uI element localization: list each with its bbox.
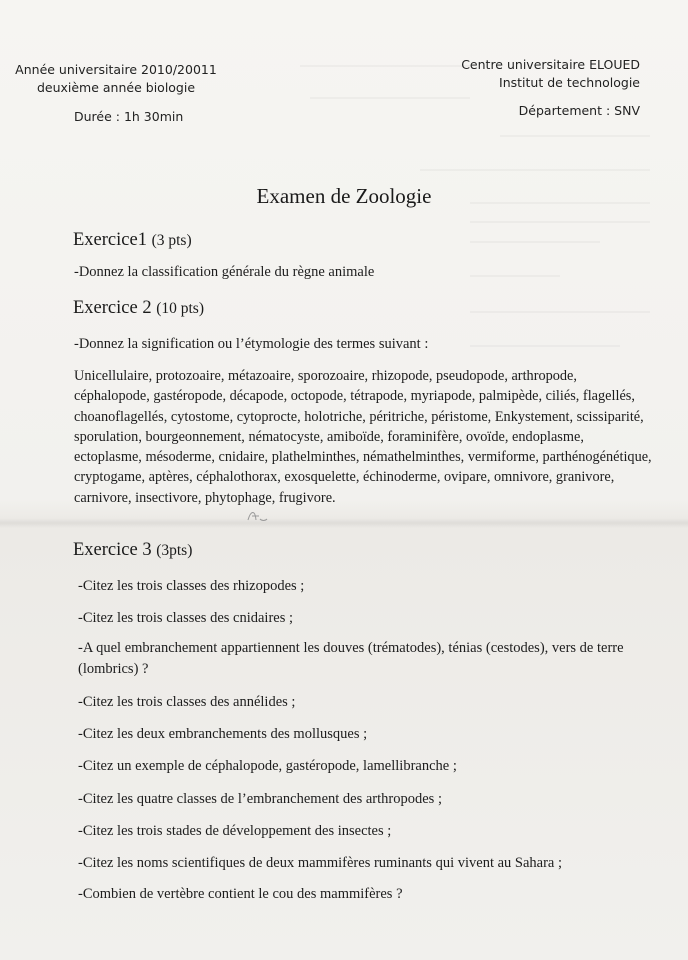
question-item: -A quel embranchement appartiennent les douves (trématodes), ténias (cestodes), vers de terre (lombrics) ? (78, 640, 624, 677)
exercise2-points: (10 pts) (156, 300, 204, 317)
question-item: -Citez un exemple de céphalopode, gastéropode, lamellibranche ; (78, 758, 457, 774)
header-right (400, 56, 640, 120)
exercise2-terms: Unicellulaire, protozoaire, métazoaire, sporozoaire, rhizopode, pseudopode, arthropode, céphalopode, gastéropode, décapode, octopode, tétrapode, myriapode, palmipède, ciliés, flagellés, choanoflagellés, cytostome, cytoprocte, holotriche, péritriche, péristome, Enkystement, scissiparité, sporulation, bourgeonnement, nématocyste, amiboïde, foraminifère, ovoïde, endoplasme, ectoplasme, mésoderme, cnidaire, plathelminthes, némathelminthes, vermiforme, parthénogénétique, cryptogame, aptères, céphalothorax, exosquelette, échinoderme, ovipare, omnivore, granivore, carnivore, insectivore, phytophage, frugivore. (74, 368, 652, 506)
question-item: -Citez les quatre classes de l’embranchement des arthropodes ; (78, 791, 442, 807)
question-item: -Citez les trois classes des cnidaires ; (78, 610, 294, 626)
exercise3-title: Exercice 3 (73, 540, 152, 560)
exercise3-points: (3pts) (156, 542, 193, 559)
department-name: Département : SNV (518, 103, 640, 118)
question-item: -Citez les trois classes des rhizopodes ; (78, 578, 305, 594)
exercise1-points: (3 pts) (151, 232, 192, 249)
question-item: -Combien de vertèbre contient le cou des mammifères ? (78, 886, 403, 902)
exercise2-heading (73, 298, 204, 319)
exercise2-question: -Donnez la signification ou l’étymologie des termes suivant : (74, 336, 429, 352)
academic-year: Année universitaire 2010/20011 (15, 62, 217, 77)
exercise1-title: Exercice1 (73, 230, 147, 250)
exercise1-heading (73, 230, 192, 251)
exercise3-heading (73, 540, 192, 561)
page-title: Examen de Zoologie (256, 184, 432, 208)
question-item: -Citez les trois stades de développement des insectes ; (78, 823, 392, 839)
university-name: Centre universitaire ELOUED (461, 57, 640, 72)
exam-duration: Durée : 1h 30min (74, 109, 184, 124)
header-left (10, 61, 222, 97)
pen-mark-icon (245, 506, 269, 526)
exercise2-title: Exercice 2 (73, 298, 152, 318)
question-item: -Citez les trois classes des annélides ; (78, 694, 296, 710)
question-item: -Citez les deux embranchements des mollusques ; (78, 726, 368, 742)
exercise1-question: -Donnez la classification générale du règne animale (74, 264, 375, 280)
paper-fold (0, 518, 688, 528)
class-level: deuxième année biologie (36, 80, 196, 95)
question-item: -Citez les noms scientifiques de deux mammifères ruminants qui vivent au Sahara ; (78, 855, 563, 871)
institute-name: Institut de technologie (499, 75, 640, 90)
